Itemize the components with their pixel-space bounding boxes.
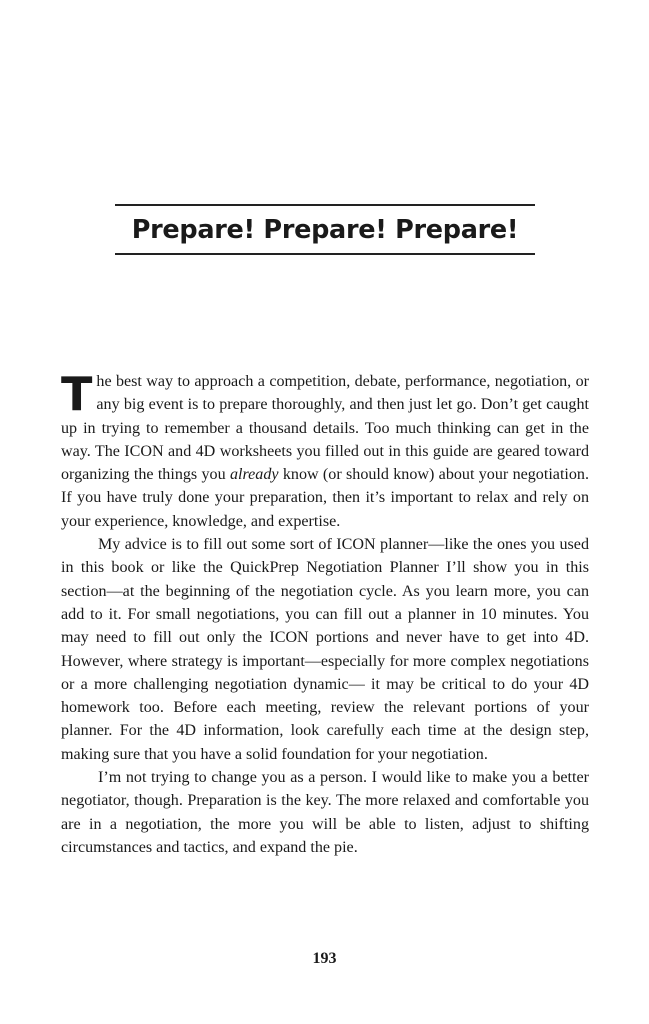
title-rule-bottom xyxy=(115,253,535,255)
paragraph-3: I’m not trying to change you as a person. I would like to make you a better negotiator, though. Preparation is the key. The more relaxed and comfortable you are in a negotiation, the more you will be able to listen, adjust to shifting circumstances and tactics, and expand the pie. xyxy=(61,769,589,856)
drop-cap: T xyxy=(61,367,93,421)
paragraph-1-text-after: know (or should know) about your negotiation. If you have truly done your preparation, then it’s important to relax and rely on your experience, knowledge, and expertise. xyxy=(61,466,590,530)
body-text xyxy=(61,367,590,859)
chapter-title: Prepare! Prepare! Prepare! xyxy=(131,215,519,245)
paragraph-1-text: he best way to approach a competition, debate, performance, negotiation, or any big event is to prepare thoroughly, and then just let go. Don’t get caught up in trying to remember a thousand details. Too much thinking can get in the way. The ICON and 4D worksheets you filled out in this guide are geared toward organizing the things you xyxy=(61,373,589,484)
page-number: 193 xyxy=(312,950,337,967)
title-rule-top xyxy=(115,204,535,206)
paragraph-1 xyxy=(61,367,590,533)
paragraph-1-emphasis: already xyxy=(229,466,279,484)
paragraph-2: My advice is to fill out some sort of ICON planner—like the ones you used in this book or like the QuickPrep Negotiation Planner I’ll show you in this section—at the beginning of the negotiation cycle. As you learn more, you can add to it. For small negotiations, you can fill out a planner in 10 minutes. You may need to fill out only the ICON portions and never have to get into 4D. However, where strategy is important—especially for more complex negotiations or a more challenging negotiation dynamic— it may be critical to do your 4D homework too. Before each meeting, review the relevant portions of your planner. For the 4D information, look carefully each time at the design step, making sure that you have a solid foundation for your negotiation. xyxy=(61,536,589,763)
